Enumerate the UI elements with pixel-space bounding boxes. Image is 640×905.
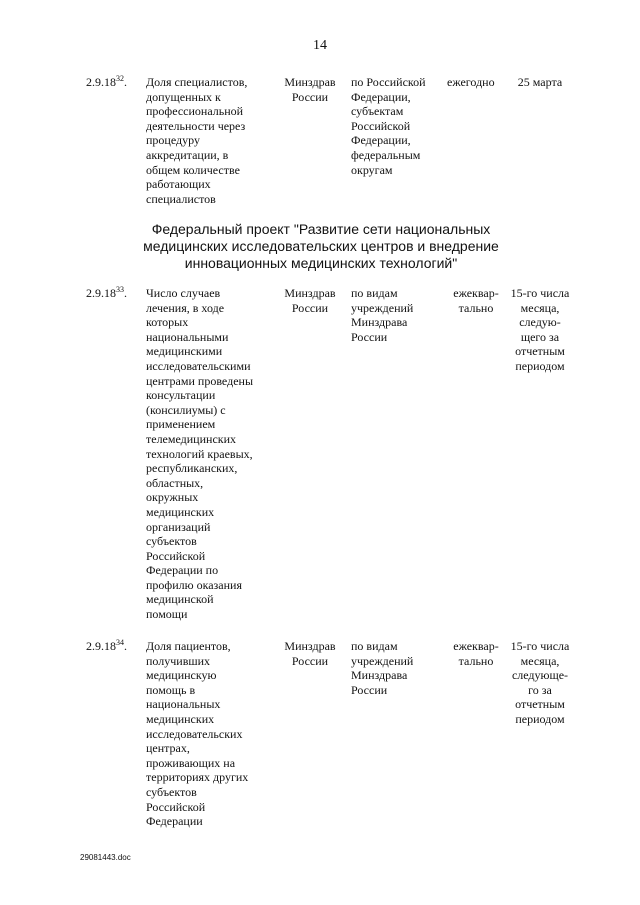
row-number: 2.9.18$^{34}$.	[86, 638, 127, 653]
deadline: 15-го числа месяца, следую- щего за отчетным периодом	[510, 286, 570, 373]
periodicity: ежегодно	[447, 75, 495, 89]
breakdown-level: по Российской Федерации, субъектам Российской Федерации, федеральным округам	[351, 75, 426, 177]
responsible-org: Минздрав России	[284, 286, 336, 315]
deadline: 15-го числа месяца, следующе- го за отчетным периодом	[510, 639, 570, 726]
indicator-name: Доля специалистов, допущенных к профессиональной деятельности через процедуру аккредитации, в общем количестве работающих специалистов	[146, 75, 248, 206]
periodicity: ежеквар- тально	[453, 286, 499, 315]
row-number: 2.9.18$^{32}$.	[86, 74, 127, 89]
document-code: 29081443.doc	[80, 853, 131, 862]
breakdown-level: по видам учреждений Минздрава России	[351, 286, 414, 344]
row-number: 2.9.18$^{33}$.	[86, 285, 127, 300]
indicator-name: Доля пациентов, получивших медицинскую помощь в национальных медицинских исследовательских центрах, проживающих на территориях других субъектов Российской Федерации	[146, 639, 249, 829]
indicator-name: Число случаев лечения, в ходе которых национальными медицинскими исследовательскими центрами проведены консультации (консилиумы) с применением телемедицинских технологий краевых, республиканских, областных, окружных медицинских организаций субъектов Российской Федерации по профилю оказания медицинской помощи	[146, 286, 254, 622]
section-heading: Федеральный проект "Развитие сети национальных медицинских исследовательских центров и внедрение инновационных медицинских технологий"	[143, 221, 499, 271]
page-number: 14	[313, 38, 327, 53]
responsible-org: Минздрав России	[284, 639, 336, 668]
periodicity: ежеквар- тально	[453, 639, 499, 668]
breakdown-level: по видам учреждений Минздрава России	[351, 639, 414, 697]
deadline: 25 марта	[517, 75, 563, 89]
responsible-org: Минздрав России	[284, 75, 336, 104]
